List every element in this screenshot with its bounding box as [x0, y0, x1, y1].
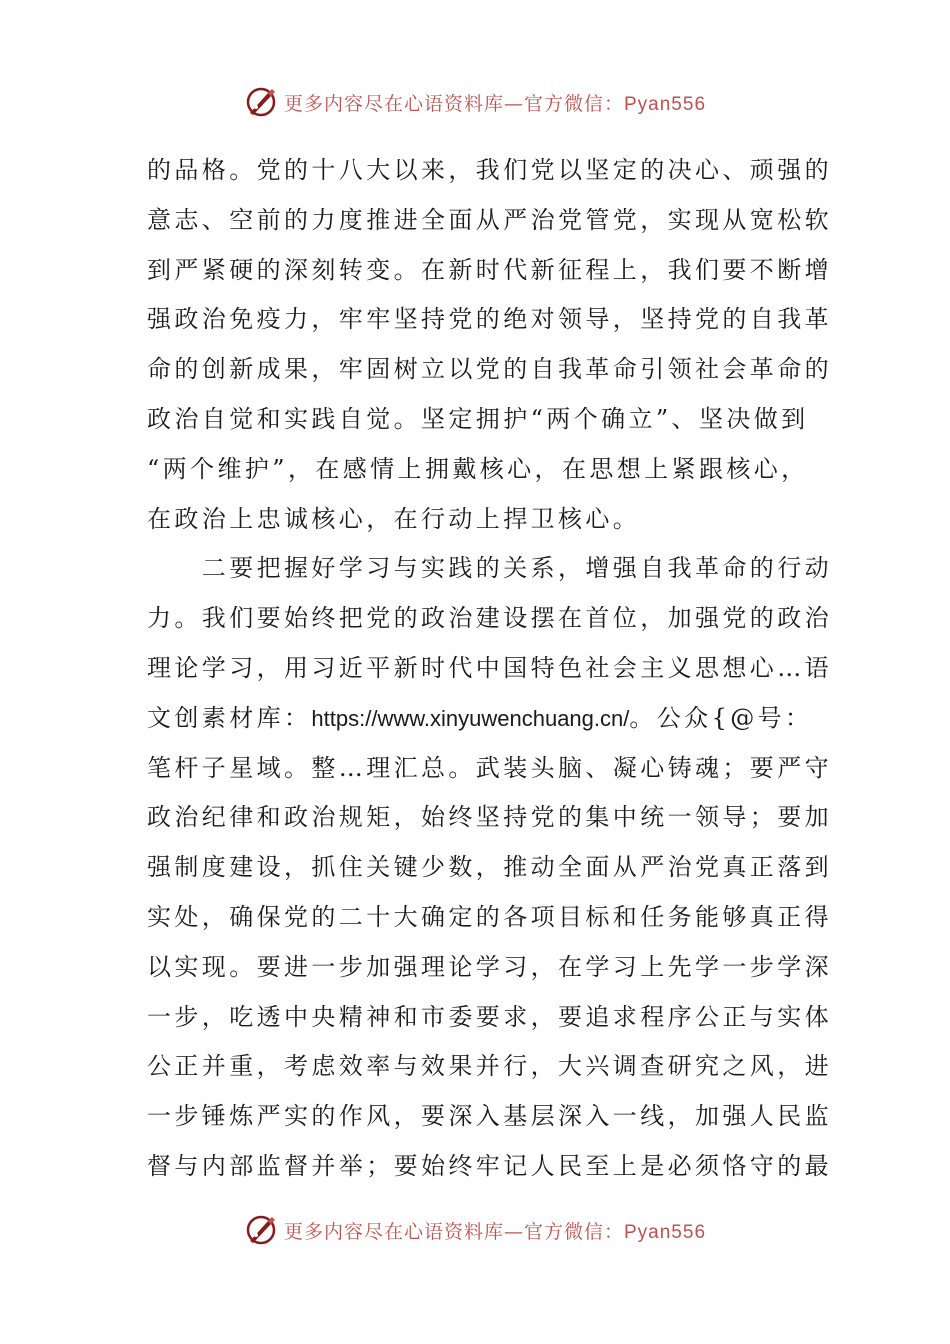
- footer-wechat-id: Pyan556: [624, 1221, 707, 1243]
- url-text-line: [147, 694, 813, 744]
- text-line: 政治自觉和实践自觉。坚定拥护“两个确立”、坚决做到: [147, 404, 809, 433]
- text-line: 公正并重，考虑效率与效果并行，大兴调查研究之风，进: [147, 1052, 832, 1081]
- text-line: 理论学习，用习近平新时代中国特色社会主义思想心…语: [147, 653, 832, 682]
- text-line: 命的创新成果，牢固树立以党的自我革命引领社会革命的: [147, 355, 832, 384]
- text-line: 意志、空前的力度推进全面从严治党管党，实现从宽松软: [147, 205, 832, 234]
- text-line: 的品格。党的十八大以来，我们党以坚定的决心、顽强的: [147, 156, 832, 184]
- text-line: 强政治免疫力，牢牢坚持党的绝对领导，坚持党的自我革: [147, 305, 832, 334]
- text-line: 到严紧硬的深刻转变。在新时代新征程上，我们要不断增: [147, 255, 832, 284]
- text-line: “两个维护”，在感情上拥戴核心，在思想上紧跟核心，: [147, 454, 809, 483]
- url-line-suffix: 。公众{@号：: [629, 703, 813, 732]
- website-link[interactable]: https://www.xinyuwenchuang.cn/: [311, 705, 630, 731]
- pen-logo-icon: [244, 85, 278, 119]
- text-line: 笔杆子星域。整…理汇总。武装头脑、凝心铸魂；要严守: [147, 753, 832, 782]
- text-line: 实处，确保党的二十大确定的各项目标和任务能够真正得: [147, 902, 832, 931]
- document-body: [147, 146, 832, 1192]
- text-line: 以实现。要进一步加强理论学习，在学习上先学一步学深: [147, 952, 832, 981]
- text-line: 一步锤炼严实的作风，要深入基层深入一线，加强人民监: [147, 1102, 832, 1131]
- text-line: 二要把握好学习与实践的关系，增强自我革命的行动: [147, 554, 832, 583]
- pen-logo-icon: [244, 1213, 278, 1247]
- header-wechat-id: Pyan556: [624, 93, 707, 115]
- text-line: 一步，吃透中央精神和市委要求，要追求程序公正与实体: [147, 1002, 832, 1031]
- text-line: 在政治上忠诚核心，在行动上捍卫核心。: [147, 504, 641, 533]
- text-line: 督与内部监督并举；要始终牢记人民至上是必须恪守的最: [147, 1151, 832, 1180]
- text-line: 政治纪律和政治规矩，始终坚持党的集中统一领导；要加: [147, 803, 832, 832]
- footer-banner-text: 更多内容尽在心语资料库—官方微信：Pyan556: [283, 1220, 707, 1243]
- footer-banner: [0, 1210, 950, 1250]
- header-banner-text: 更多内容尽在心语资料库—官方微信：Pyan556: [283, 92, 707, 115]
- text-line: 力。我们要始终把党的政治建设摆在首位，加强党的政治: [147, 604, 832, 633]
- header-banner: [0, 82, 950, 122]
- url-line-prefix: 文创素材库：: [147, 703, 312, 732]
- text-line: 强制度建设，抓住关键少数，推动全面从严治党真正落到: [147, 853, 832, 882]
